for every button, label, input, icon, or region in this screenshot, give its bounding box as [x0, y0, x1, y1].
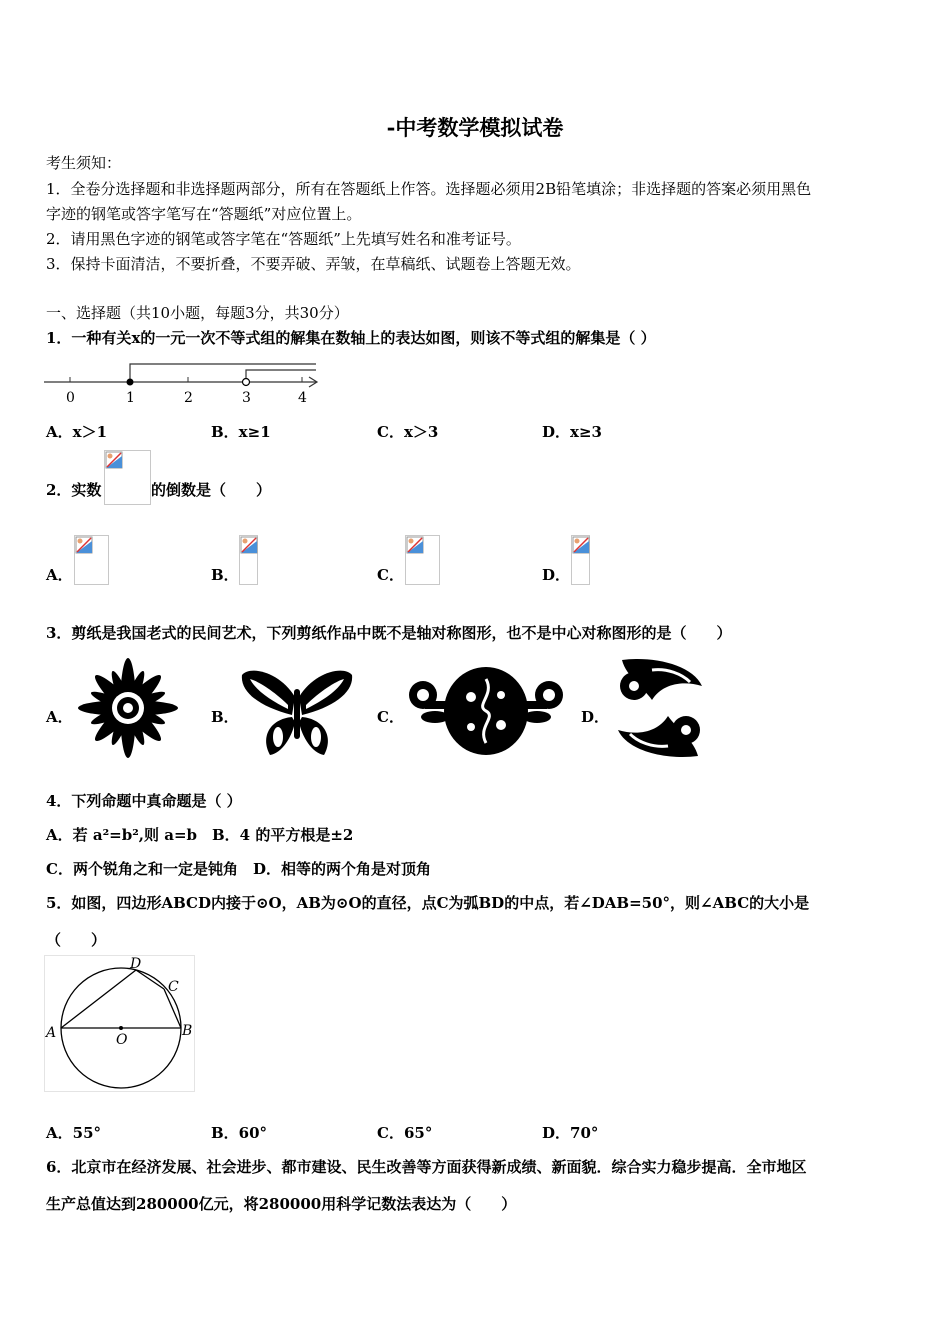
q2-number-image — [104, 450, 151, 505]
label-a: A — [46, 1025, 57, 1041]
notice-line-2: 字迹的钢笔或答字笔写在“答题纸”对应位置上。 — [46, 205, 362, 223]
q5-option-a[interactable]: A．55° — [46, 1124, 102, 1142]
paper-cut-rotational-image — [612, 656, 708, 760]
q2-option-a-image — [74, 535, 109, 585]
paper-cut-butterfly-image — [240, 667, 354, 759]
q6-stem-2: 生产总值达到280000亿元，将280000用科学记数法表达为（ ） — [46, 1195, 517, 1213]
segment-dc — [136, 970, 164, 989]
tick-label-1: 1 — [126, 390, 135, 406]
broken-image-icon — [406, 536, 424, 554]
broken-image-icon — [240, 536, 258, 554]
tick-label-0: 0 — [66, 390, 75, 406]
q5-stem-1: 5．如图，四边形ABCD内接于⊙O，AB为⊙O的直径，点C为弧BD的中点，若∠DAB=50°，则∠ABC的大小是 — [46, 894, 810, 912]
q2-stem-pre: 2．实数 — [46, 481, 102, 499]
q3-option-c[interactable]: C． — [377, 708, 404, 726]
notice-line-4: 3．保持卡面清洁，不要折叠，不要弄破、弄皱，在草稿纸、试题卷上答题无效。 — [46, 255, 581, 273]
label-d: D — [130, 956, 142, 972]
page-title: -中考数学模拟试卷 — [386, 115, 564, 140]
paper-cut-flower-image — [75, 655, 181, 761]
section-heading: 一、选择题（共10小题，每题3分，共30分） — [46, 304, 349, 322]
tick-label-2: 2 — [184, 390, 193, 406]
q2-option-b[interactable]: B． — [211, 566, 239, 584]
q2-option-d[interactable]: D． — [542, 566, 571, 584]
broken-image-icon — [572, 536, 590, 554]
q3-option-b[interactable]: B． — [211, 708, 239, 726]
q2-option-c-image — [405, 535, 440, 585]
q3-stem: 3．剪纸是我国老式的民间艺术，下列剪纸作品中既不是轴对称图形，也不是中心对称图形的是（ ） — [46, 624, 732, 642]
q4-stem: 4．下列命题中真命题是（ ） — [46, 792, 242, 810]
q2-stem-post: 的倒数是（ ） — [151, 481, 272, 499]
q5-option-d[interactable]: D．70° — [542, 1124, 599, 1142]
label-o: O — [116, 1032, 128, 1048]
solution-bracket-2 — [246, 370, 316, 380]
notice-heading: 考生须知： — [46, 154, 122, 172]
segment-ad — [61, 970, 136, 1028]
q1-option-d[interactable]: D．x≥3 — [542, 423, 602, 441]
paper-cut-ornament-image — [405, 665, 567, 757]
q4-options-line-2[interactable]: C．两个锐角之和一定是钝角 D．相等的两个角是对顶角 — [46, 860, 431, 878]
q1-option-c[interactable]: C．x＞3 — [377, 423, 439, 441]
q2-option-b-image — [239, 535, 258, 585]
q1-stem: 1．一种有关x的一元一次不等式组的解集在数轴上的表达如图，则该不等式组的解集是（ ） — [46, 329, 656, 347]
q3-option-a[interactable]: A． — [46, 708, 73, 726]
q2-option-d-image — [571, 535, 590, 585]
broken-image-icon — [75, 536, 93, 554]
notice-line-3: 2．请用黑色字迹的钢笔或答字笔在“答题纸”上先填写姓名和准考证号。 — [46, 230, 521, 248]
center-point — [119, 1026, 123, 1030]
solution-bracket-1 — [130, 364, 316, 380]
q6-stem-1: 6．北京市在经济发展、社会进步、都市建设、民生改善等方面获得新成绩、新面貌．综合实力稳步提高．全市地区 — [46, 1158, 807, 1176]
circle-quadrilateral-figure — [44, 955, 196, 1093]
q3-option-d[interactable]: D． — [581, 708, 610, 726]
q5-option-c[interactable]: C．65° — [377, 1124, 433, 1142]
number-line-figure — [44, 358, 324, 410]
tick-label-4: 4 — [298, 390, 307, 406]
closed-point — [127, 379, 134, 386]
label-c: C — [168, 979, 179, 995]
q5-stem-2: （ ） — [46, 931, 107, 949]
notice-line-1: 1．全卷分选择题和非选择题两部分，所有在答题纸上作答。选择题必须用2B铅笔填涂；非选择题的答案必须用黑色 — [46, 180, 812, 198]
q2-option-c[interactable]: C． — [377, 566, 404, 584]
broken-image-icon — [105, 451, 123, 469]
q1-option-a[interactable]: A．x＞1 — [46, 423, 108, 441]
q4-options-line-1[interactable]: A．若 a²=b²,则 a=b B．4 的平方根是±2 — [46, 826, 354, 844]
label-b: B — [182, 1023, 193, 1039]
q1-option-b[interactable]: B．x≥1 — [211, 423, 271, 441]
open-point — [243, 379, 250, 386]
tick-label-3: 3 — [242, 390, 251, 406]
q2-option-a[interactable]: A． — [46, 566, 73, 584]
q5-option-b[interactable]: B．60° — [211, 1124, 268, 1142]
